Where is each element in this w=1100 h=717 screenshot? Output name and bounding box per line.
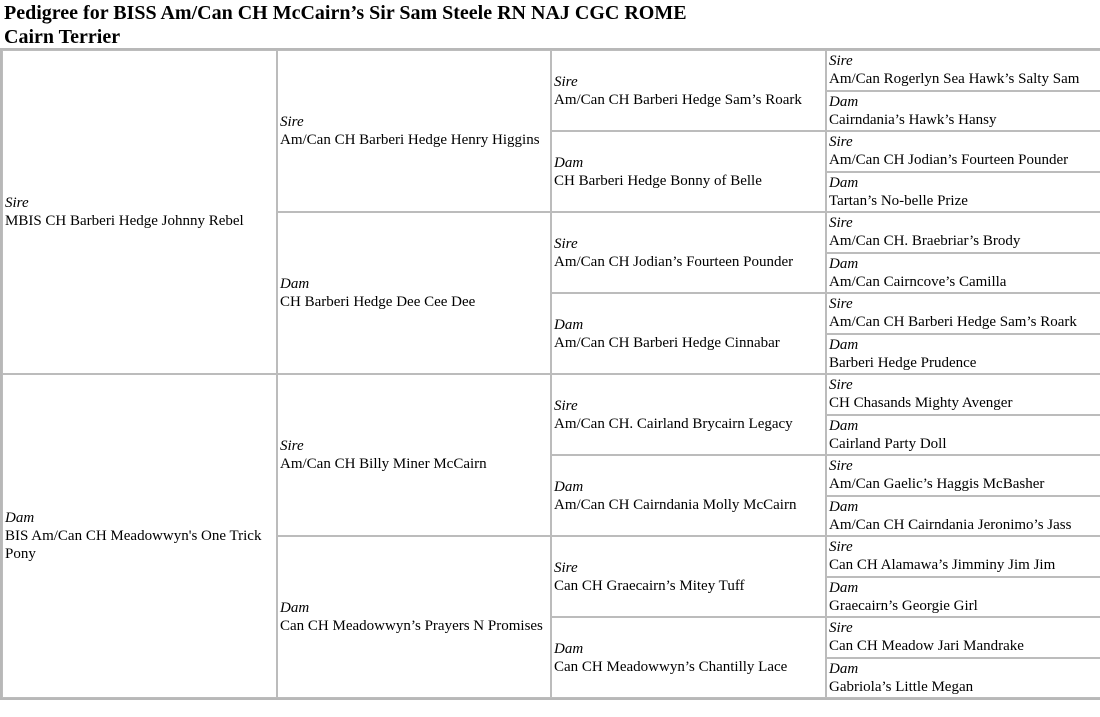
gen3-ancestor-cell	[551, 374, 826, 455]
pedigree-row	[2, 374, 1100, 415]
gen4-ancestor-cell	[826, 374, 1100, 415]
relation-label: Sire	[5, 195, 29, 211]
ancestor-name: Am/Can CH Cairndania Jeronimo’s Jass	[829, 516, 1072, 533]
ancestor-name: Am/Can CH Barberi Hedge Sam’s Roark	[554, 91, 802, 108]
page-header	[0, 0, 1100, 48]
relation-label: Dam	[829, 174, 859, 191]
ancestor-name: CH Barberi Hedge Bonny of Belle	[554, 172, 762, 189]
relation-label: Sire	[829, 539, 853, 556]
ancestor-name: Am/Can CH Barberi Hedge Cinnabar	[554, 334, 780, 351]
gen4-ancestor-cell	[826, 50, 1100, 91]
gen4-ancestor-cell	[826, 536, 1100, 577]
relation-label: Sire	[280, 438, 304, 454]
ancestor-name: Am/Can Cairncove’s Camilla	[829, 273, 1007, 290]
relation-label: Dam	[554, 154, 584, 171]
ancestor-name: BIS Am/Can CH Meadowwyn's One Trick Pony	[5, 528, 262, 562]
relation-label: Sire	[554, 559, 578, 576]
ancestor-name: Am/Can CH Billy Miner McCairn	[280, 456, 487, 472]
gen2-ancestor-cell	[277, 536, 551, 698]
breed-subtitle: Cairn Terrier	[4, 26, 121, 48]
ancestor-name: Can CH Alamawa’s Jimminy Jim Jim	[829, 557, 1056, 574]
gen4-ancestor-cell	[826, 253, 1100, 294]
ancestor-name: Am/Can CH Cairndania Molly McCairn	[554, 496, 797, 513]
relation-label: Dam	[829, 336, 859, 353]
gen3-ancestor-cell	[551, 50, 826, 131]
gen3-ancestor-cell	[551, 455, 826, 536]
page-title: Pedigree for BISS Am/Can CH McCairn’s Sir Sam Steele RN NAJ CGC ROME	[4, 2, 687, 24]
ancestor-name: CH Barberi Hedge Dee Cee Dee	[280, 294, 476, 310]
ancestor-name: Am/Can CH. Cairland Brycairn Legacy	[554, 415, 793, 432]
ancestor-name: MBIS CH Barberi Hedge Johnny Rebel	[5, 213, 244, 229]
gen3-ancestor-cell	[551, 293, 826, 374]
relation-label: Sire	[554, 73, 578, 90]
relation-label: Sire	[829, 53, 853, 70]
relation-label: Dam	[829, 579, 859, 596]
ancestor-name: Am/Can CH Barberi Hedge Henry Higgins	[280, 132, 540, 148]
gen4-ancestor-cell	[826, 212, 1100, 253]
relation-label: Dam	[280, 600, 310, 616]
relation-label: Sire	[829, 620, 853, 637]
relation-label: Sire	[829, 458, 853, 475]
relation-label: Sire	[554, 397, 578, 414]
ancestor-name: Tartan’s No-belle Prize	[829, 192, 968, 209]
gen2-ancestor-cell	[277, 212, 551, 374]
gen2-ancestor-cell	[277, 374, 551, 536]
relation-label: Sire	[554, 235, 578, 252]
relation-label: Dam	[829, 93, 859, 110]
ancestor-name: Can CH Meadow Jari Mandrake	[829, 638, 1024, 655]
ancestor-name: Am/Can Rogerlyn Sea Hawk’s Salty Sam	[829, 71, 1080, 88]
relation-label: Sire	[829, 215, 853, 232]
gen4-ancestor-cell	[826, 293, 1100, 334]
ancestor-name: Cairland Party Doll	[829, 435, 947, 452]
ancestor-name: Can CH Graecairn’s Mitey Tuff	[554, 577, 745, 594]
relation-label: Dam	[280, 276, 310, 292]
gen4-ancestor-cell	[826, 455, 1100, 496]
ancestor-name: Can CH Meadowwyn’s Prayers N Promises	[280, 618, 543, 634]
relation-label: Dam	[554, 316, 584, 333]
ancestor-name: Am/Can Gaelic’s Haggis McBasher	[829, 476, 1045, 493]
gen1-ancestor-cell	[2, 374, 277, 698]
gen4-ancestor-cell	[826, 334, 1100, 375]
gen1-ancestor-cell	[2, 50, 277, 374]
relation-label: Sire	[829, 134, 853, 151]
gen4-ancestor-cell	[826, 617, 1100, 658]
pedigree-table	[0, 48, 1100, 700]
ancestor-name: Graecairn’s Georgie Girl	[829, 597, 978, 614]
relation-label: Dam	[829, 417, 859, 434]
gen4-ancestor-cell	[826, 131, 1100, 172]
relation-label: Sire	[829, 377, 853, 394]
gen3-ancestor-cell	[551, 212, 826, 293]
gen4-ancestor-cell	[826, 577, 1100, 618]
relation-label: Dam	[554, 640, 584, 657]
ancestor-name: Am/Can CH Jodian’s Fourteen Pounder	[554, 253, 794, 270]
gen4-ancestor-cell	[826, 172, 1100, 213]
relation-label: Dam	[829, 498, 859, 515]
relation-label: Dam	[554, 478, 584, 495]
relation-label: Sire	[280, 114, 304, 130]
relation-label: Dam	[829, 660, 859, 677]
ancestor-name: Cairndania’s Hawk’s Hansy	[829, 111, 997, 128]
ancestor-name: Gabriola’s Little Megan	[829, 678, 974, 695]
gen2-ancestor-cell	[277, 50, 551, 212]
gen3-ancestor-cell	[551, 536, 826, 617]
gen4-ancestor-cell	[826, 415, 1100, 456]
ancestor-name: Barberi Hedge Prudence	[829, 354, 977, 371]
gen4-ancestor-cell	[826, 91, 1100, 132]
gen4-ancestor-cell	[826, 658, 1100, 699]
ancestor-name: Can CH Meadowwyn’s Chantilly Lace	[554, 658, 788, 675]
relation-label: Dam	[829, 255, 859, 272]
gen4-ancestor-cell	[826, 496, 1100, 537]
gen3-ancestor-cell	[551, 617, 826, 698]
ancestor-name: CH Chasands Mighty Avenger	[829, 395, 1013, 412]
gen3-ancestor-cell	[551, 131, 826, 212]
ancestor-name: Am/Can CH. Braebriar’s Brody	[829, 233, 1021, 250]
pedigree-row	[2, 50, 1100, 91]
ancestor-name: Am/Can CH Jodian’s Fourteen Pounder	[829, 152, 1069, 169]
relation-label: Sire	[829, 296, 853, 313]
ancestor-name: Am/Can CH Barberi Hedge Sam’s Roark	[829, 314, 1077, 331]
relation-label: Dam	[5, 510, 35, 526]
